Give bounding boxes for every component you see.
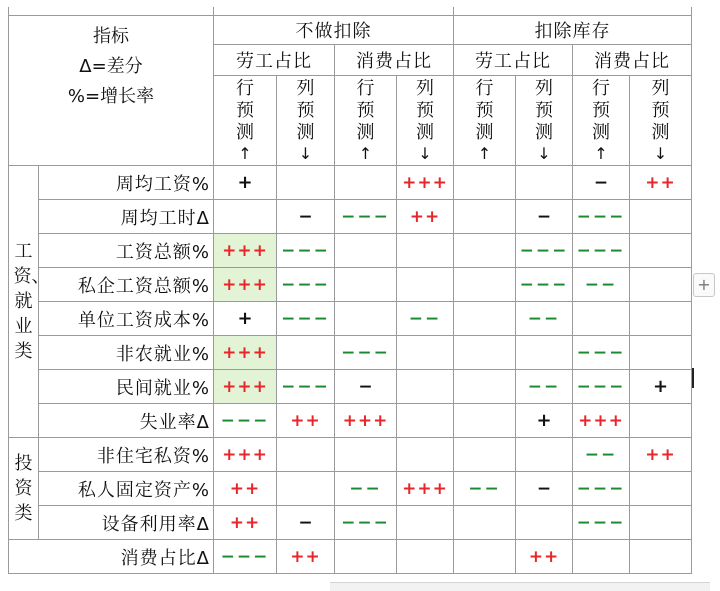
signal-cell[interactable] xyxy=(573,302,630,336)
signal-cell[interactable] xyxy=(397,540,454,574)
signal-cell[interactable] xyxy=(454,336,516,370)
signal-cell[interactable] xyxy=(516,336,573,370)
signal-cell[interactable] xyxy=(516,540,573,574)
subgroup-consumption-share-2: 消费占比 xyxy=(573,45,692,76)
top-strip-cell xyxy=(214,7,454,16)
indicator-name[interactable]: 消费占比Δ xyxy=(9,540,214,574)
signal-cell[interactable] xyxy=(454,302,516,336)
signal-cell[interactable] xyxy=(454,540,516,574)
category-label: 投资类 xyxy=(14,453,33,524)
signal-value: −−− xyxy=(281,275,330,295)
delta-label: Δ=差分 xyxy=(79,56,143,77)
signal-cell[interactable] xyxy=(335,302,397,336)
signal-value: +++ xyxy=(342,411,389,431)
arrow-up-icon: ↑ xyxy=(238,143,252,163)
signal-cell[interactable] xyxy=(397,370,454,404)
signal-cell[interactable] xyxy=(516,166,573,200)
signal-cell[interactable] xyxy=(516,200,573,234)
table-row xyxy=(9,200,692,234)
signal-value: − xyxy=(298,513,313,533)
signal-value: −−− xyxy=(341,207,390,227)
predict-label: 行预测 xyxy=(236,77,254,143)
signal-cell[interactable] xyxy=(630,166,692,200)
signal-cell[interactable] xyxy=(335,166,397,200)
indicator-name[interactable]: 民间就业% xyxy=(39,370,214,404)
signal-cell[interactable] xyxy=(335,506,397,540)
horizontal-scrollbar[interactable] xyxy=(330,582,710,591)
signal-cell[interactable] xyxy=(573,200,630,234)
signal-cell[interactable] xyxy=(454,472,516,506)
signal-cell[interactable] xyxy=(454,438,516,472)
predict-label: 行预测 xyxy=(592,77,610,143)
signal-cell[interactable] xyxy=(277,234,335,268)
signal-cell[interactable] xyxy=(335,438,397,472)
signal-cell[interactable] xyxy=(214,370,277,404)
signal-value: −−− xyxy=(341,513,390,533)
signal-cell[interactable] xyxy=(277,166,335,200)
signal-cell[interactable] xyxy=(397,506,454,540)
signal-cell[interactable] xyxy=(397,200,454,234)
signal-cell[interactable] xyxy=(573,234,630,268)
signal-cell[interactable] xyxy=(277,472,335,506)
signal-cell[interactable] xyxy=(454,166,516,200)
signal-cell[interactable] xyxy=(573,506,630,540)
signal-value: −−− xyxy=(220,547,270,567)
signal-value: −−− xyxy=(519,275,569,295)
signal-cell[interactable] xyxy=(630,506,692,540)
signal-cell[interactable] xyxy=(516,438,573,472)
signal-cell[interactable] xyxy=(335,268,397,302)
indicator-name[interactable]: 周均工时Δ xyxy=(39,200,214,234)
signal-cell[interactable] xyxy=(214,302,277,336)
signal-cell[interactable] xyxy=(454,370,516,404)
col-predict-header xyxy=(630,76,692,166)
table-row xyxy=(9,370,692,404)
signal-value: −−− xyxy=(281,309,330,329)
signal-cell[interactable] xyxy=(630,472,692,506)
signal-value: ++ xyxy=(290,547,321,567)
signal-cell[interactable] xyxy=(454,506,516,540)
signal-value: + xyxy=(536,410,552,431)
table-row xyxy=(9,438,692,472)
row-predict-header xyxy=(335,76,397,166)
signal-cell[interactable] xyxy=(335,370,397,404)
signal-cell[interactable] xyxy=(277,200,335,234)
row-predict-header xyxy=(573,76,630,166)
signal-cell[interactable] xyxy=(214,472,277,506)
arrow-down-icon: ↓ xyxy=(537,143,551,163)
signal-cell[interactable] xyxy=(454,404,516,438)
signal-cell[interactable] xyxy=(397,404,454,438)
table-row xyxy=(9,472,692,506)
header-label-cell xyxy=(9,16,214,166)
group-no-deduction: 不做扣除 xyxy=(214,16,454,45)
signal-cell[interactable] xyxy=(277,540,335,574)
signal-value: −−− xyxy=(220,411,270,431)
signal-cell[interactable] xyxy=(335,472,397,506)
indicator-label: 指标 xyxy=(93,26,129,47)
signal-cell[interactable] xyxy=(214,438,277,472)
signal-cell[interactable] xyxy=(516,506,573,540)
predict-label: 行预测 xyxy=(475,77,494,143)
signal-value: +++ xyxy=(402,173,448,193)
arrow-up-icon: ↑ xyxy=(477,143,492,163)
signal-cell[interactable] xyxy=(516,268,573,302)
signal-value: + xyxy=(652,376,669,397)
signal-cell[interactable] xyxy=(277,438,335,472)
signal-cell[interactable] xyxy=(214,268,277,302)
indicator-name[interactable]: 设备利用率Δ xyxy=(39,506,214,540)
signal-cell[interactable] xyxy=(630,200,692,234)
signal-cell[interactable] xyxy=(573,438,630,472)
indicator-name[interactable]: 单位工资成本% xyxy=(39,302,214,336)
arrow-down-icon: ↓ xyxy=(298,143,313,163)
col-predict-header xyxy=(516,76,573,166)
signal-cell[interactable] xyxy=(214,540,277,574)
indicator-name[interactable]: 非住宅私资% xyxy=(39,438,214,472)
arrow-up-icon: ↑ xyxy=(594,143,608,163)
signal-cell[interactable] xyxy=(630,268,692,302)
predict-label: 列预测 xyxy=(296,77,315,143)
table-row xyxy=(9,234,692,268)
signal-cell[interactable] xyxy=(214,336,277,370)
signal-value: + xyxy=(237,172,253,193)
signal-value: − xyxy=(536,479,552,499)
category-wage-employment xyxy=(9,166,50,438)
subgroup-consumption-share-1: 消费占比 xyxy=(335,45,454,76)
signal-cell[interactable] xyxy=(397,438,454,472)
signal-value: +++ xyxy=(402,479,448,499)
indicator-name[interactable]: 失业率Δ xyxy=(39,404,214,438)
signal-cell[interactable] xyxy=(277,268,335,302)
predict-label: 列预测 xyxy=(416,77,434,143)
row-predict-header xyxy=(454,76,516,166)
signal-value: +++ xyxy=(222,275,268,295)
signal-cell[interactable] xyxy=(277,404,335,438)
signal-cell[interactable] xyxy=(573,336,630,370)
signal-value: −−− xyxy=(576,343,626,363)
signal-value: − xyxy=(536,207,552,227)
expand-button[interactable]: + xyxy=(693,273,715,297)
signal-cell[interactable] xyxy=(335,404,397,438)
signal-cell[interactable] xyxy=(573,404,630,438)
signal-cell[interactable] xyxy=(573,472,630,506)
arrow-down-icon: ↓ xyxy=(653,143,668,163)
signal-value: −−− xyxy=(519,241,569,261)
signal-value: −− xyxy=(584,275,618,295)
signal-cell[interactable] xyxy=(214,234,277,268)
subgroup-labor-share-2: 劳工占比 xyxy=(454,45,573,76)
signal-cell[interactable] xyxy=(630,234,692,268)
signal-value: +++ xyxy=(222,377,268,397)
signal-value: −− xyxy=(408,309,442,329)
signal-value: −−− xyxy=(281,241,330,261)
col-predict-header xyxy=(397,76,454,166)
signal-value: −− xyxy=(468,479,501,499)
predict-label: 列预测 xyxy=(651,77,670,143)
table-row xyxy=(9,404,692,438)
indicator-name[interactable]: 周均工资% xyxy=(39,166,214,200)
table-row xyxy=(9,506,692,540)
signal-cell[interactable] xyxy=(573,540,630,574)
signal-cell[interactable] xyxy=(397,472,454,506)
signal-cell[interactable] xyxy=(277,506,335,540)
signal-cell[interactable] xyxy=(516,302,573,336)
arrow-down-icon: ↓ xyxy=(418,143,432,163)
signal-value: −−− xyxy=(576,207,626,227)
category-investment xyxy=(9,438,39,540)
signal-cell[interactable] xyxy=(214,200,277,234)
signal-cell[interactable] xyxy=(277,336,335,370)
indicator-name[interactable]: 工资总额% xyxy=(39,234,214,268)
signal-value: +++ xyxy=(578,411,624,431)
arrow-up-icon: ↑ xyxy=(358,143,373,163)
top-strip-cell xyxy=(454,7,692,16)
signal-value: ++ xyxy=(290,411,321,431)
signal-value: +++ xyxy=(222,241,268,261)
signal-cell[interactable] xyxy=(630,336,692,370)
indicator-name[interactable]: 非农就业% xyxy=(39,336,214,370)
signal-cell[interactable] xyxy=(573,370,630,404)
col-predict-header xyxy=(277,76,335,166)
indicator-name[interactable]: 私人固定资产% xyxy=(39,472,214,506)
signal-cell[interactable] xyxy=(335,540,397,574)
signal-value: ++ xyxy=(645,445,676,465)
pct-label: %=增长率 xyxy=(67,86,155,107)
signal-value: − xyxy=(358,377,373,397)
signal-cell[interactable] xyxy=(335,200,397,234)
table-row xyxy=(9,166,692,200)
signal-cell[interactable] xyxy=(630,438,692,472)
signal-value: −− xyxy=(527,377,561,397)
signal-cell[interactable] xyxy=(516,404,573,438)
signal-cell[interactable] xyxy=(630,302,692,336)
signal-value: −−− xyxy=(281,377,330,397)
table-row xyxy=(9,540,692,574)
signal-value: ++ xyxy=(229,513,261,533)
signal-value: −− xyxy=(584,445,618,465)
signal-cell[interactable] xyxy=(454,268,516,302)
signal-cell[interactable] xyxy=(630,540,692,574)
signal-cell[interactable] xyxy=(516,370,573,404)
category-label: 工资、就业类 xyxy=(13,241,50,362)
signal-value: −−− xyxy=(576,241,626,261)
signal-cell[interactable] xyxy=(397,166,454,200)
signal-cell[interactable] xyxy=(397,268,454,302)
signal-cell[interactable] xyxy=(397,234,454,268)
signal-cell[interactable] xyxy=(397,302,454,336)
signal-value: +++ xyxy=(222,343,268,363)
signal-cell[interactable] xyxy=(214,404,277,438)
signal-value: + xyxy=(237,308,253,329)
signal-value: −−− xyxy=(576,377,626,397)
signal-value: +++ xyxy=(222,445,268,465)
signal-cell[interactable] xyxy=(573,166,630,200)
signal-value: −−− xyxy=(576,513,626,533)
signal-value: − xyxy=(298,207,313,227)
indicator-table xyxy=(8,7,692,574)
signal-cell[interactable] xyxy=(516,472,573,506)
signal-cell[interactable] xyxy=(214,166,277,200)
signal-cell[interactable] xyxy=(335,234,397,268)
table-row xyxy=(9,302,692,336)
signal-value: − xyxy=(593,173,609,193)
signal-value: −−− xyxy=(576,479,626,499)
subgroup-labor-share-1: 劳工占比 xyxy=(214,45,335,76)
signal-cell[interactable] xyxy=(454,200,516,234)
signal-value: −−− xyxy=(341,343,390,363)
signal-value: −− xyxy=(527,309,561,329)
predict-label: 列预测 xyxy=(535,77,553,143)
top-strip-cell xyxy=(9,7,214,16)
signal-cell[interactable] xyxy=(277,370,335,404)
signal-cell[interactable] xyxy=(630,404,692,438)
signal-value: ++ xyxy=(409,207,441,227)
signal-cell[interactable] xyxy=(630,370,692,404)
predict-label: 行预测 xyxy=(356,77,375,143)
signal-value: ++ xyxy=(229,479,261,499)
signal-cell[interactable] xyxy=(516,234,573,268)
signal-value: ++ xyxy=(645,173,676,193)
signal-value: −− xyxy=(349,479,382,499)
signal-cell[interactable] xyxy=(397,336,454,370)
signal-value: ++ xyxy=(528,547,560,567)
signal-cell[interactable] xyxy=(454,234,516,268)
row-predict-header xyxy=(214,76,277,166)
table-row xyxy=(9,268,692,302)
signal-cell[interactable] xyxy=(573,268,630,302)
signal-cell[interactable] xyxy=(214,506,277,540)
signal-cell[interactable] xyxy=(335,336,397,370)
indicator-name[interactable]: 私企工资总额% xyxy=(39,268,214,302)
group-deduct-inventory: 扣除库存 xyxy=(454,16,692,45)
signal-cell[interactable] xyxy=(277,302,335,336)
text-cursor xyxy=(692,368,694,388)
table-row xyxy=(9,336,692,370)
